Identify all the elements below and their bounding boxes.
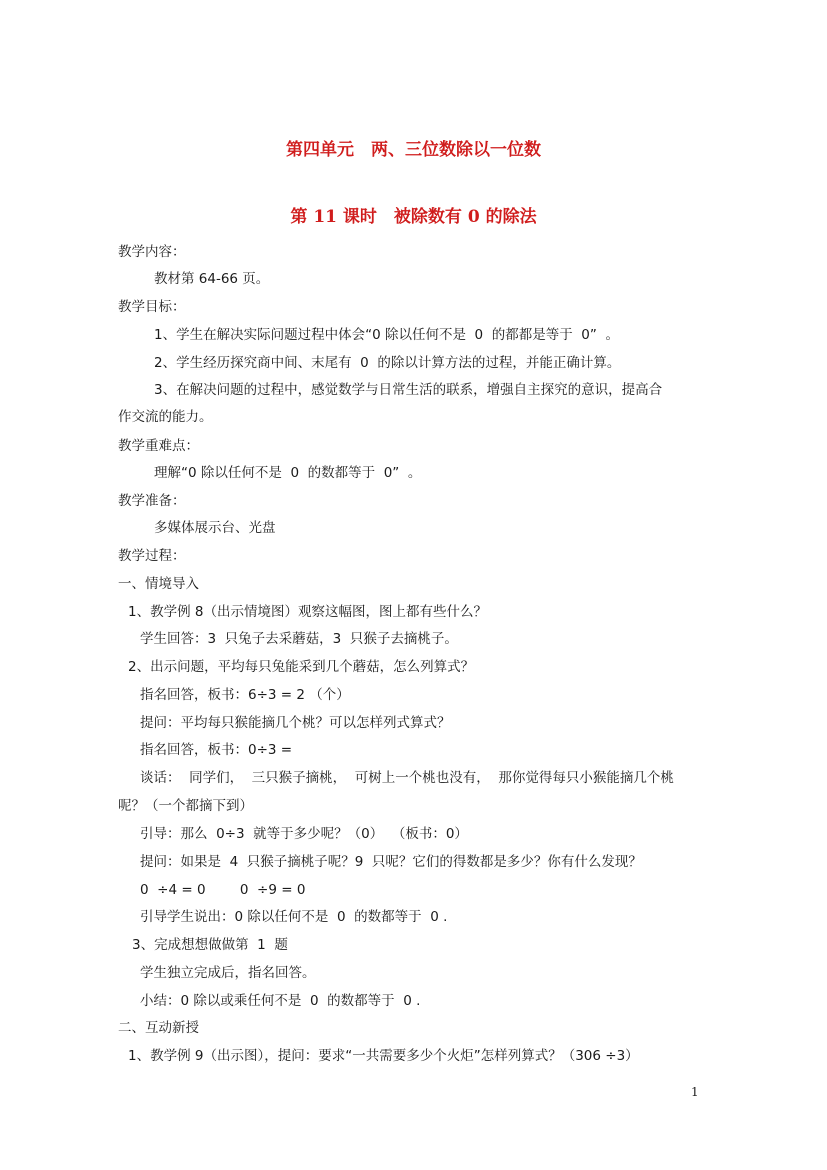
- text-line: 学生独立完成后，指名回答。: [140, 965, 316, 981]
- text-line: 2、学生经历探究商中间、末尾有 0 的除以计算方法的过程，并能正确计算。: [154, 355, 621, 371]
- text-line: 指名回答，板书：0÷3 =: [140, 742, 293, 758]
- text-line: 学生回答：3 只兔子去采蘑菇，3 只猴子去摘桃子。: [140, 631, 458, 647]
- text-line: 作交流的能力。: [118, 409, 213, 425]
- text-line: 3、完成想想做做第 1 题: [132, 937, 288, 953]
- text-line: 1、教学例 9（出示图），提问：要求“一共需要多少个火炬”怎样列算式？（306 ÷3）: [128, 1048, 639, 1064]
- unit-title: 第四单元 两、三位数除以一位数: [286, 140, 541, 160]
- text-line: 0 ÷4 = 0 0 ÷9 = 0: [140, 882, 306, 898]
- text-line: 3、在解决问题的过程中，感觉数学与日常生活的联系，增强自主探究的意识，提高合: [154, 382, 663, 398]
- text-line: 2、出示问题，平均每只兔能采到几个蘑菇，怎么列算式？: [128, 659, 475, 675]
- text-line: 呢？（一个都摘下到）: [118, 798, 253, 814]
- text-line: 谈话： 同学们， 三只猴子摘桃， 可树上一个桃也没有， 那你觉得每只小猴能摘几个桃: [140, 770, 674, 786]
- text-line: 指名回答，板书：6÷3 = 2 （个）: [140, 687, 350, 703]
- section-heading: 一、情境导入: [118, 576, 199, 592]
- lesson-title: 第 11 课时 被除数有 0 的除法: [290, 207, 537, 227]
- page-number: 1: [691, 1085, 699, 1099]
- text-line: 教学准备：: [118, 493, 186, 509]
- text-line: 教学内容：: [118, 244, 186, 260]
- text-line: 教学过程：: [118, 548, 186, 564]
- section-heading: 二、互动新授: [118, 1020, 199, 1036]
- text-line: 引导：那么 0÷3 就等于多少呢？（0） （板书：0）: [140, 826, 468, 842]
- text-line: 理解“0 除以任何不是 0 的数都等于 0” 。: [154, 465, 422, 481]
- text-line: 小结：0 除以或乘任何不是 0 的数都等于 0 .: [140, 993, 421, 1009]
- text-line: 1、学生在解决实际问题过程中体会“0 除以任何不是 0 的都都是等于 0” 。: [154, 327, 619, 343]
- text-line: 提问：如果是 4 只猴子摘桃子呢？9 只呢？它们的得数都是多少？你有什么发现？: [140, 854, 642, 870]
- text-line: 教学目标：: [118, 299, 186, 315]
- text-line: 教学重难点：: [118, 438, 199, 454]
- text-line: 提问：平均每只猴能摘几个桃？可以怎样列式算式？: [140, 715, 451, 731]
- text-line: 1、教学例 8（出示情境图）观察这幅图，图上都有些什么？: [128, 604, 487, 620]
- text-line: 引导学生说出：0 除以任何不是 0 的数都等于 0 .: [140, 909, 448, 925]
- text-line: 多媒体展示台、光盘: [154, 520, 276, 536]
- text-line: 教材第 64-66 页。: [154, 271, 270, 287]
